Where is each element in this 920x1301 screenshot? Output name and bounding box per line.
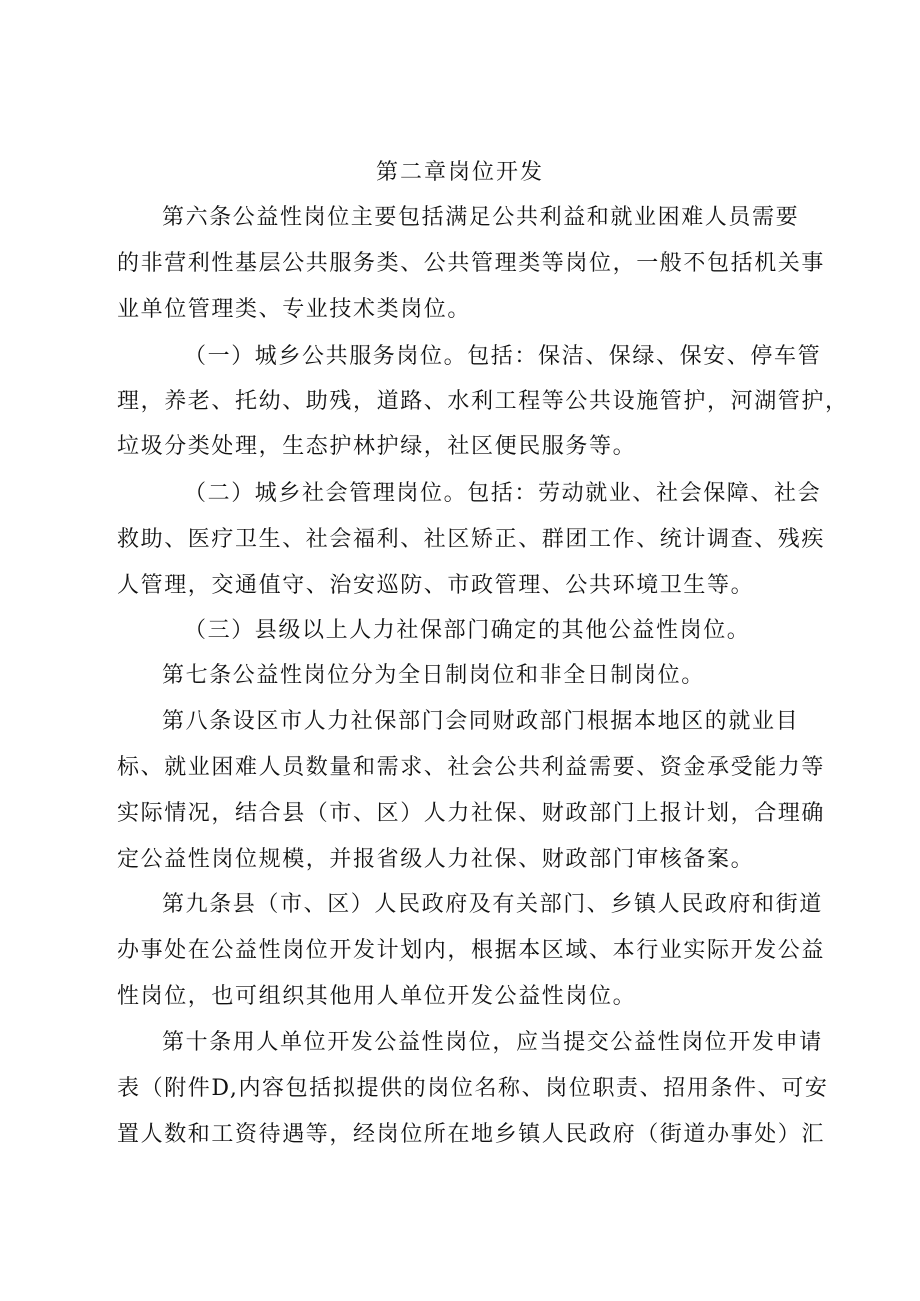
art10-line-3: 置人数和工资待遇等，经岗位所在地乡镇人民政府（街道办事处）汇 <box>117 1122 826 1147</box>
item1-line-3: 垃圾分类处理，生态护林护绿，社区便民服务等。 <box>117 434 637 459</box>
item2-line-3: 人管理，交通值守、治安巡防、市政管理、公共环境卫生等。 <box>117 573 755 598</box>
art8-line-3: 实际情况，结合县（市、区）人力社保、财政部门上报计划，合理确 <box>117 801 826 826</box>
art7-line-1: 第七条公益性岗位分为全日制岗位和非全日制岗位。 <box>162 663 705 688</box>
item2-line-2: 救助、医疗卫生、社会福利、社区矫正、群团工作、统计调查、残疾 <box>117 527 826 552</box>
art9-line-2: 办事处在公益性岗位开发计划内，根据本区域、本行业实际开发公益 <box>117 938 826 963</box>
item2-line-1: （二）城乡社会管理岗位。包括：劳动就业、社会保障、社会 <box>184 481 822 506</box>
art10-line-1: 第十条用人单位开发公益性岗位，应当提交公益性岗位开发申请 <box>162 1030 823 1055</box>
art6-line-3: 业单位管理类、专业技术类岗位。 <box>117 297 472 322</box>
art6-line-1: 第六条公益性岗位主要包括满足公共利益和就业困难人员需要 <box>162 205 800 230</box>
art8-line-1: 第八条设区市人力社保部门会同财政部门根据本地区的就业目 <box>162 709 800 734</box>
art8-line-2: 标、就业困难人员数量和需求、社会公共利益需要、资金承受能力等 <box>117 755 826 780</box>
art8-line-4: 定公益性岗位规模，并报省级人力社保、财政部门审核备案。 <box>117 847 755 872</box>
item3-line-1: （三）县级以上人力社保部门确定的其他公益性岗位。 <box>184 618 751 643</box>
art6-line-2: 的非营利性基层公共服务类、公共管理类等岗位，一般不包括机关事 <box>117 251 826 276</box>
art9-line-1: 第九条县（市、区）人民政府及有关部门、乡镇人民政府和街道 <box>162 892 823 917</box>
item1-line-2: 理，养老、托幼、助残，道路、水利工程等公共设施管护，河湖管护， <box>117 389 849 414</box>
art9-line-3: 性岗位，也可组织其他用人单位开发公益性岗位。 <box>117 984 637 1009</box>
item1-line-1: （一）城乡公共服务岗位。包括：保洁、保绿、保安、停车管 <box>184 344 822 369</box>
chapter-title: 第二章岗位开发 <box>375 160 544 185</box>
art10-line-2: 表（附件D,内容包括拟提供的岗位名称、岗位职责、招用条件、可安 <box>117 1076 829 1101</box>
